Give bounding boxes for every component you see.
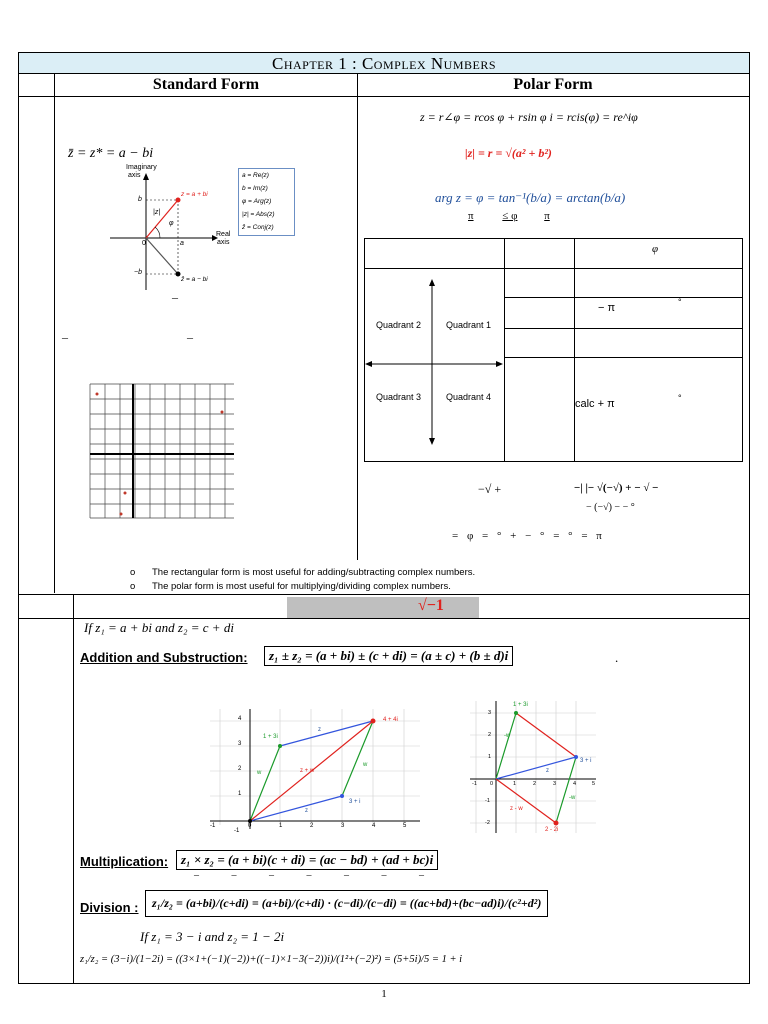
multiplication-label: Multiplication: bbox=[80, 854, 169, 869]
polar-expr-2: −| |− √(−√) + − √ − bbox=[574, 482, 659, 494]
g1-label-8: z bbox=[305, 808, 308, 814]
range-mid: ≤ φ bbox=[502, 210, 518, 222]
qt-row4-val: calc + π bbox=[575, 398, 615, 410]
qt-row2 bbox=[504, 297, 743, 298]
z-vector-2 bbox=[250, 796, 342, 821]
addition-formula: z₁ ± z₂ = (a + bi) ± (c + di) = (a ± c) + (b ± d)i bbox=[264, 646, 513, 666]
diagram-zbar-label: z̄ = a − bi bbox=[181, 276, 208, 283]
qt-row4-deg: ° bbox=[678, 393, 682, 403]
quadrant-diagram bbox=[364, 268, 504, 462]
legend-re: a = Re(z) bbox=[242, 172, 269, 179]
qt-row4 bbox=[504, 357, 743, 358]
g1-label-3: 3 + i bbox=[349, 799, 361, 805]
z-point bbox=[176, 198, 181, 203]
dash-under-diagram: – bbox=[172, 290, 178, 304]
section2-header-bottom bbox=[19, 618, 749, 619]
quadrant-3-label: Quadrant 3 bbox=[376, 392, 422, 402]
grid-graph bbox=[88, 382, 238, 522]
g2-label-1: 1 + 3i bbox=[513, 702, 528, 708]
g2-label-5: z bbox=[546, 768, 549, 774]
polar-form-heading: Polar Form bbox=[513, 76, 593, 93]
diagram-neg-b: −b bbox=[134, 269, 142, 276]
g1-label-4: z bbox=[318, 727, 321, 733]
quadrant-1-label: Quadrant 1 bbox=[446, 320, 492, 330]
g2-label-6: -w bbox=[569, 795, 576, 801]
g1-label-2: 4 + 4i bbox=[383, 717, 398, 723]
zbar-point bbox=[176, 272, 181, 277]
diagram-a: a bbox=[180, 240, 184, 247]
polar-line-1: z = r∠φ = rcos φ + rsin φ i = rcis(φ) = re^iφ bbox=[420, 110, 638, 124]
g2-label-7: z - w bbox=[510, 806, 523, 812]
g1-label-7: w bbox=[363, 762, 368, 768]
phi-arc bbox=[155, 227, 160, 238]
notes-list bbox=[130, 566, 475, 594]
polar-expr-1: −√ + bbox=[478, 482, 502, 496]
vector-subtraction-graph bbox=[466, 697, 600, 837]
multiplication-formula: z₁ × z₂ = (a + bi)(c + di) = (ac − bd) + (ad + bc)i bbox=[176, 850, 438, 870]
polar-line-3: arg z = φ = tan⁻¹(b/a) = arctan(b/a) bbox=[435, 190, 626, 205]
diagram-mod: |z| bbox=[153, 209, 161, 216]
quadrant-2-label: Quadrant 2 bbox=[376, 320, 422, 330]
standard-form-heading: Standard Form bbox=[152, 76, 260, 93]
chapter-title: Chapter 1 : Complex Numbers bbox=[271, 54, 497, 73]
g2-label-2: 3 + i bbox=[580, 758, 592, 764]
division-formula: z₁/z₂ = (a+bi)/(c+di) = (a+bi)/(c+di) · (c−di)/(c−di) = ((ac+bd)+(bc−ad)i)/(c²+d²) bbox=[145, 890, 548, 917]
dash-left: – bbox=[62, 330, 68, 344]
polar-expr-4: = φ = ° + − ° = ° = π bbox=[452, 530, 602, 542]
qt-col1 bbox=[504, 238, 505, 462]
w-vector bbox=[250, 746, 280, 821]
addition-period: . bbox=[615, 650, 619, 665]
diagram-y-label-2: axis bbox=[128, 172, 141, 179]
g1-label-1: 1 + 3i bbox=[263, 734, 278, 740]
zbar-vector bbox=[146, 238, 178, 274]
legend-arg: φ = Arg(z) bbox=[242, 198, 272, 205]
qt-phi: φ bbox=[652, 243, 659, 255]
diagram-x-label-1: Real bbox=[216, 231, 231, 238]
g1-label-5: z + w bbox=[300, 768, 315, 774]
g1-label-6: w bbox=[257, 770, 262, 776]
polar-expr-3: − (−√) − − ° bbox=[586, 502, 635, 513]
imaginary-axis-arrow bbox=[143, 173, 149, 180]
diagram-zero: 0 bbox=[142, 240, 146, 247]
example-if: If z₁ = 3 − i and z₂ = 1 − 2i bbox=[140, 929, 285, 944]
g2-label-3: 2 - 2i bbox=[545, 827, 559, 833]
dash-right: – bbox=[187, 330, 193, 344]
diagram-z-label: z = a + bi bbox=[181, 191, 208, 198]
header-row-bottom bbox=[19, 96, 749, 97]
legend-conj: z̄ = Conj(z) bbox=[242, 224, 274, 231]
qt-row3 bbox=[504, 328, 743, 329]
section2-left-column bbox=[73, 594, 74, 984]
range-right: π bbox=[544, 210, 550, 222]
diagram-legend bbox=[238, 168, 295, 236]
diagram-x-label-2: axis bbox=[217, 239, 230, 246]
example-line: z₁/z₂ = (3−i)/(1−2i) = ((3×1+(−1)(−2))+((−1)×1−3(−2))i)/(1²+(−2)²) = (5+5i)/5 = 1 + i bbox=[80, 954, 463, 965]
note-item: o The polar form is most useful for multiplying/dividing complex numbers. bbox=[130, 581, 451, 592]
polar-range bbox=[468, 210, 550, 222]
qt-row2-deg: ° bbox=[678, 297, 682, 307]
page-number: 1 bbox=[381, 988, 387, 1000]
quadrant-4-label: Quadrant 4 bbox=[446, 392, 492, 402]
legend-abs: |z| = Abs(z) bbox=[242, 211, 275, 218]
z-vector bbox=[146, 200, 178, 238]
if-line: If z₁ = a + bi and z₂ = c + di bbox=[84, 620, 234, 635]
polar-line-2: |z| = r = √(a² + b²) bbox=[465, 146, 552, 160]
left-margin-column bbox=[54, 73, 55, 593]
multiplication-dashes: – – – – – – – bbox=[194, 870, 424, 881]
sqrt-highlight bbox=[287, 597, 479, 618]
g2-label-4: -w bbox=[504, 733, 511, 739]
conjugate-formula: z̄ = z* = a − bi bbox=[68, 146, 154, 161]
sqrt-label: √−1 bbox=[418, 597, 444, 614]
column-divider bbox=[357, 73, 358, 560]
division-label: Division : bbox=[80, 900, 139, 915]
z-vector-1 bbox=[280, 721, 373, 746]
qt-col2 bbox=[574, 238, 575, 462]
diagram-y-label-1: Imaginary bbox=[126, 164, 157, 171]
w-vector-2 bbox=[342, 721, 373, 796]
note-item: o The rectangular form is most useful for adding/subtracting complex numbers. bbox=[130, 567, 476, 578]
range-left: π bbox=[468, 210, 474, 222]
addition-label: Addition and Substruction: bbox=[80, 650, 248, 665]
qt-row2-val: − π bbox=[598, 302, 616, 314]
section2-top bbox=[19, 594, 749, 595]
diagram-b: b bbox=[138, 196, 142, 203]
legend-im: b = Im(z) bbox=[242, 185, 268, 192]
diagram-phi: φ bbox=[169, 220, 174, 227]
